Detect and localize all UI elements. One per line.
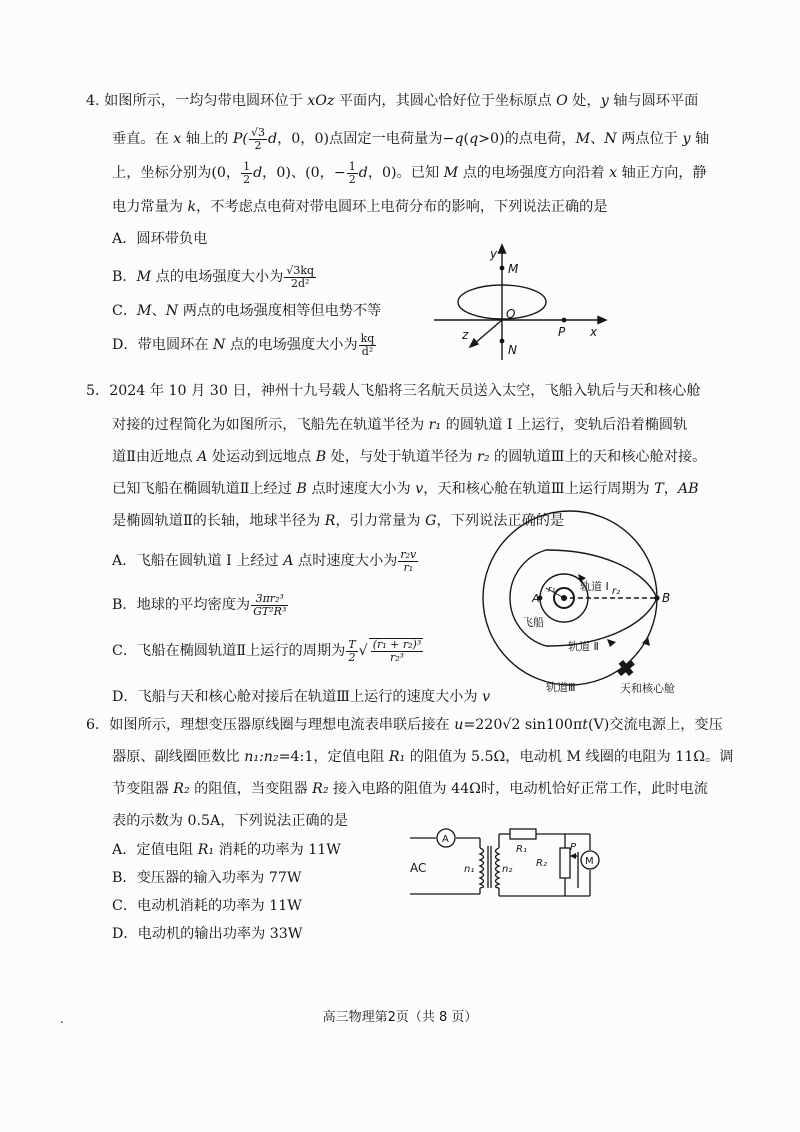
stray-mark: . <box>60 1012 64 1026</box>
secondary-coil <box>496 848 500 888</box>
q4-line-3: 上，坐标分别为(0， $\frac{1}{2}$ d，0)、(0，− $\frac{1}{2}$ d，0)。已知 M 点的电场强度方向沿着 x 轴正方向，静 <box>112 159 707 186</box>
q5-line-5: 是椭圆轨道Ⅱ的长轴，地球半径为 R，引力常量为 G，下列说法正确的是 <box>112 513 565 529</box>
q5-line-1: 5．2024 年 10 月 30 日，神州十九号载人飞船将三名航天员送入太空，飞船入轨后与天和核心舱 <box>86 383 701 399</box>
fraction: $\frac{T}{2}$ <box>348 637 356 664</box>
fraction: $\frac{\text{r₂v}}{\text{r₁}}$ <box>400 547 417 574</box>
z-axis <box>474 320 502 344</box>
label-n2: n₂ <box>502 864 513 875</box>
q5-line-4: 已知飞船在椭圆轨道Ⅱ上经过 B 点时速度大小为 v，天和核心舱在轨道Ⅲ上运行周期为 T，AB <box>112 481 699 497</box>
q6-line-4: 表的示数为 0.5A，下列说法正确的是 <box>112 813 348 829</box>
label-a: A <box>532 592 540 605</box>
q4-option-c: C．M、N 两点的电场强度相等但电势不等 <box>112 303 382 319</box>
label-z: z <box>462 328 469 342</box>
earth-center <box>561 595 567 601</box>
q6-option-c: C．电动机消耗的功率为 11W <box>112 898 302 914</box>
label-orbit-i: 轨道 I <box>580 580 609 593</box>
q4-line-2: 垂直。在 x 轴上的 P( $\frac{√3}{2}$ d，0，0)点固定一电荷量为−q(q>0)的点电荷，M、N 两点位于 y 轴 <box>112 125 710 152</box>
station-icon <box>614 656 638 680</box>
fraction: $\frac{kq}{\text{d²}}$ <box>360 331 375 358</box>
x-arrow-icon <box>598 317 606 324</box>
label-r1: r₁ <box>548 585 556 595</box>
resistor-r1 <box>510 829 536 839</box>
label-x: x <box>590 325 598 339</box>
label-p: P <box>558 325 566 339</box>
point-n <box>500 339 505 344</box>
q5-option-b: B．地球的平均密度为 $\frac{\text{3πr₂³}}{\text{GT²R³}}$ <box>112 591 287 618</box>
label-n: N <box>508 343 517 357</box>
q4-line-4: 电力常量为 k，不考虑点电荷对带电圆环上电荷分布的影响，下列说法正确的是 <box>112 199 608 215</box>
label-orbit-ii: 轨道 Ⅱ <box>568 640 599 653</box>
q6-line-2: 器原、副线圈匝数比 n₁:n₂=4:1，定值电阻 R₁ 的阻值为 5.5Ω，电动机 M 线圈的电阻为 11Ω。调 <box>112 749 734 765</box>
fraction: $\frac{\text{(r₁ + r₂)³}}{\text{r₂³}}$ <box>369 638 424 664</box>
q4-line-1: 4. 如图所示，一均匀带电圆环位于 xOz 平面内，其圆心恰好位于坐标原点 O 处，y 轴与圆环平面 <box>86 93 699 109</box>
label-orbit-iii: 轨道Ⅲ <box>546 681 576 694</box>
label-r2: r₂ <box>612 586 621 597</box>
q5-option-c: C．飞船在椭圆轨道Ⅱ上运行的周期为 $\frac{T}{2}$ √ $\frac{\text{(r₁ + r₂)³}}{\text{r₂³}}$ <box>112 637 422 664</box>
label-r1: R₁ <box>516 844 527 855</box>
label-ship: 飞船 <box>522 616 544 629</box>
q5-line-3: 道Ⅱ由近地点 A 处运动到远地点 B 处，与处于轨道半径为 r₂ 的圆轨道Ⅲ上的天和核心舱对接。 <box>112 449 707 465</box>
question-4 <box>86 86 726 362</box>
label-ac: AC <box>410 861 427 875</box>
orbit-ii-arrow-icon <box>607 639 616 647</box>
label-b: B <box>662 591 671 605</box>
label-y: y <box>490 247 498 261</box>
q4-option-d: D．带电圆环在 N 点的电场强度大小为 $\frac{kq}{\text{d²}}$ <box>112 331 375 358</box>
q6-option-a: A．定值电阻 R₁ 消耗的功率为 11W <box>112 842 341 858</box>
q4-option-a: A．圆环带负电 <box>112 231 208 247</box>
z-arrow-icon <box>470 339 478 347</box>
fraction: $\frac{1}{2}$ <box>348 159 356 186</box>
rheostat-r2 <box>560 848 570 878</box>
slider-arrow-icon <box>570 853 576 859</box>
y-arrow-icon <box>499 245 506 253</box>
point-p <box>562 318 567 323</box>
label-station: 天和核心舱 <box>620 682 675 695</box>
fraction: $\frac{√3}{2}$ <box>250 125 265 152</box>
point-m <box>500 266 505 271</box>
label-p: P <box>570 842 577 853</box>
q5-option-a: A．飞船在圆轨道 Ⅰ 上经过 A 点时速度大小为 $\frac{\text{r₂v}}{\text{r₁}}$ <box>112 547 417 574</box>
q4-figure-ring <box>430 240 610 368</box>
label-ammeter: A <box>442 834 449 845</box>
q6-option-b: B．变压器的输入功率为 77W <box>112 870 302 886</box>
label-r2: R₂ <box>536 858 547 869</box>
q5-line-2: 对接的过程简化为如图所示，飞船先在轨道半径为 r₁ 的圆轨道 Ⅰ 上运行，变轨后沿着椭圆轨 <box>112 417 688 433</box>
page-footer: 高三物理第2页（共 8 页） <box>322 1010 478 1025</box>
q6-figure-circuit <box>400 826 610 902</box>
q5-figure-orbits <box>476 510 696 702</box>
q6-option-d: D．电动机的输出功率为 33W <box>112 926 303 942</box>
q5-option-d: D．飞船与天和核心舱对接后在轨道Ⅲ上运行的速度大小为 v <box>112 689 491 705</box>
fraction: $\frac{\text{3πr₂³}}{\text{GT²R³}}$ <box>253 591 287 618</box>
fraction: $\frac{√3kq}{\text{2d²}}$ <box>286 263 315 290</box>
label-m: M <box>508 262 519 276</box>
q6-line-1: 6．如图所示，理想变压器原线圈与理想电流表串联后接在 u=220√2 sin100πt(V)交流电源上，变压 <box>86 717 723 733</box>
q6-line-3: 节变阻器 R₂ 的阻值，当变阻器 R₂ 接入电路的阻值为 44Ω时，电动机恰好正常工作，此时电流 <box>112 781 708 797</box>
label-motor: M <box>585 856 594 867</box>
label-n1: n₁ <box>464 864 475 875</box>
q4-option-b: B．M 点的电场强度大小为 $\frac{√3kq}{\text{2d²}}$ <box>112 263 315 290</box>
primary-coil <box>480 848 484 888</box>
label-o: O <box>506 307 516 321</box>
point-b <box>654 595 659 600</box>
fraction: $\frac{1}{2}$ <box>243 159 251 186</box>
